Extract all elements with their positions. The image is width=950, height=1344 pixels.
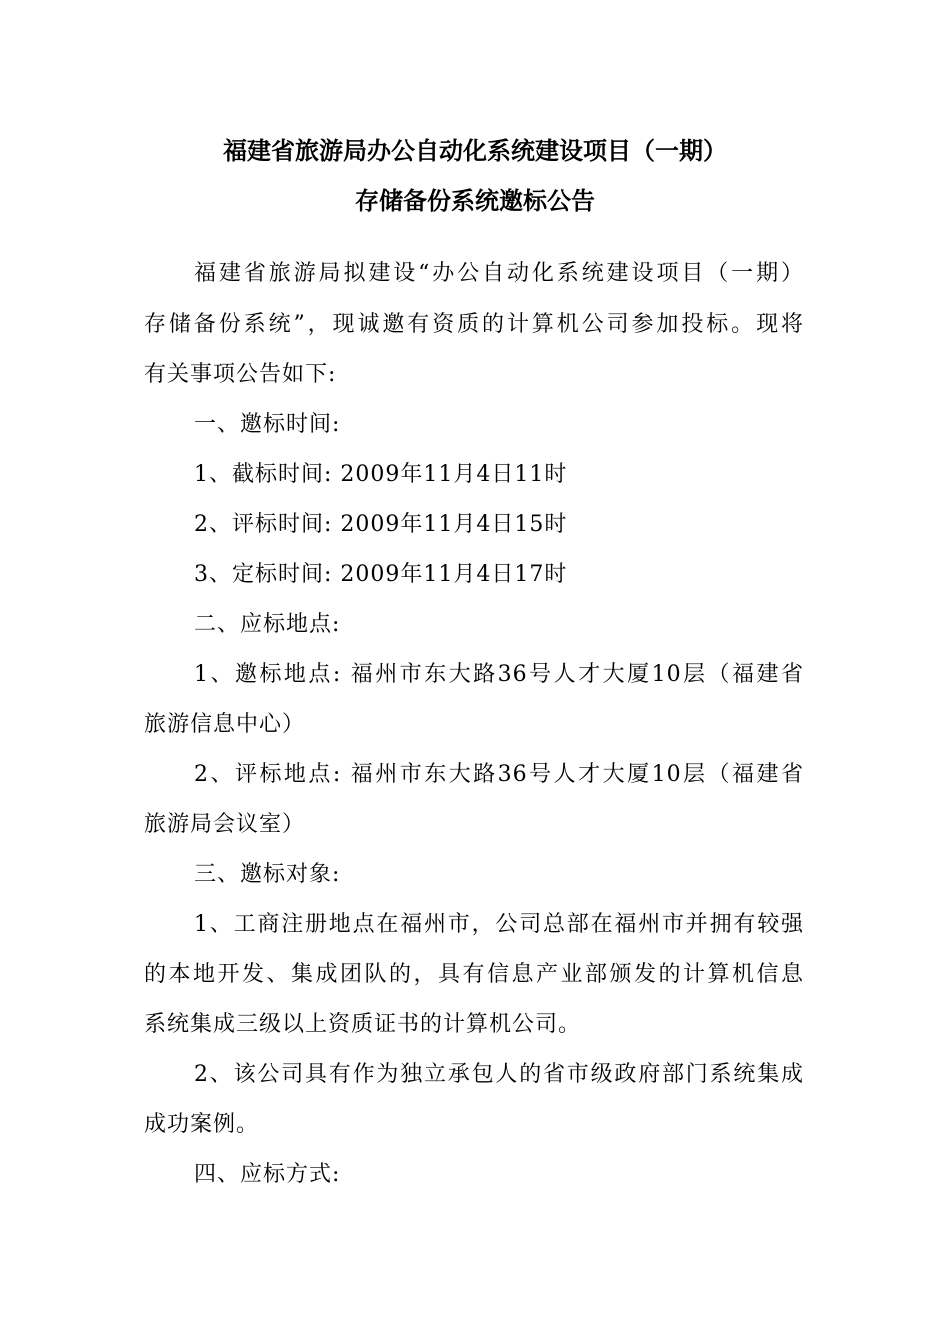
list-item-3-1-line-2: 的本地开发、集成团队的，具有信息产业部颁发的计算机信息 (144, 962, 804, 987)
list-item-1-1: 1、截标时间: 2009年11月4日11时 (194, 462, 568, 487)
section-heading-3: 三、邀标对象: (194, 862, 341, 887)
section-heading-1: 一、邀标时间: (194, 412, 341, 437)
list-item-3-2-line-2: 成功案例。 (144, 1112, 260, 1137)
list-item-1-3: 3、定标时间: 2009年11月4日17时 (194, 562, 568, 587)
document-title-line-1: 福建省旅游局办公自动化系统建设项目（一期） (223, 137, 727, 165)
list-item-3-1-line-1: 1、工商注册地点在福州市，公司总部在福州市并拥有较强 (194, 912, 804, 937)
paragraph-intro-line-3: 有关事项公告如下: (144, 362, 337, 387)
list-item-2-2-line-1: 2、评标地点: 福州市东大路36号人才大厦10层（福建省 (194, 762, 804, 787)
section-heading-2: 二、应标地点: (194, 612, 341, 637)
list-item-3-2-line-1: 2、该公司具有作为独立承包人的省市级政府部门系统集成 (194, 1062, 804, 1087)
list-item-1-2: 2、评标时间: 2009年11月4日15时 (194, 512, 568, 537)
list-item-2-2-line-2: 旅游局会议室） (144, 812, 306, 837)
document-title-line-2: 存储备份系统邀标公告 (355, 187, 595, 215)
paragraph-intro-line-1: 福建省旅游局拟建设“办公自动化系统建设项目（一期） (194, 261, 804, 286)
section-heading-4: 四、应标方式: (194, 1162, 341, 1187)
list-item-3-1-line-3: 系统集成三级以上资质证书的计算机公司。 (144, 1012, 582, 1037)
paragraph-intro-line-2: 存储备份系统”，现诚邀有资质的计算机公司参加投标。现将 (144, 312, 804, 337)
list-item-2-1-line-2: 旅游信息中心） (144, 712, 306, 737)
list-item-2-1-line-1: 1、邀标地点: 福州市东大路36号人才大厦10层（福建省 (194, 662, 804, 687)
